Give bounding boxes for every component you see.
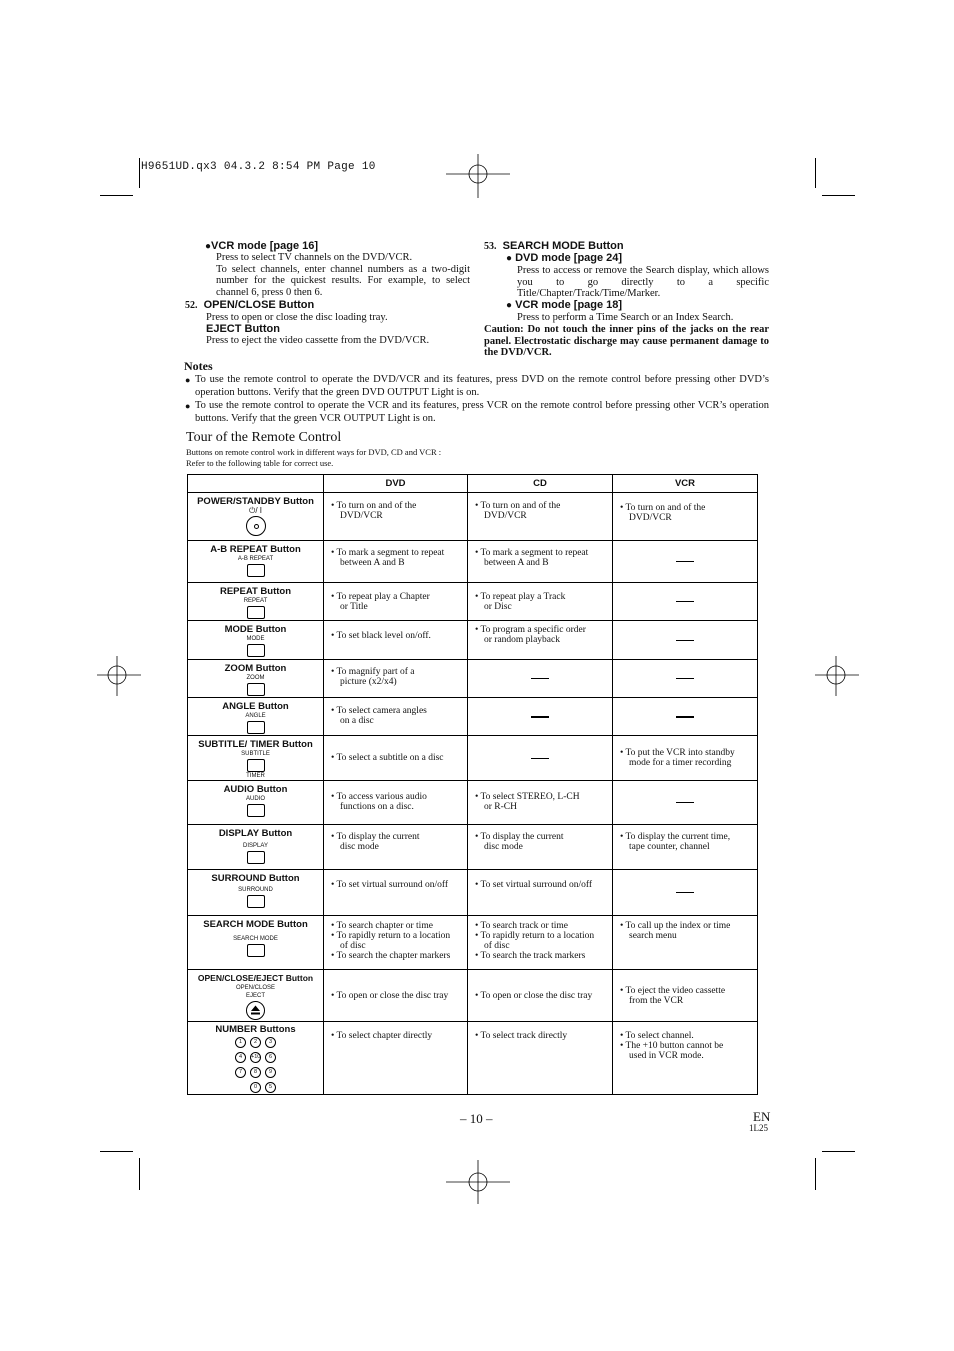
repeat-button-icon	[247, 606, 265, 619]
eject-heading: EJECT Button	[206, 323, 280, 335]
vcr-mode-heading: ●VCR mode [page 16]	[205, 240, 319, 252]
number-key-icon: 0	[250, 1082, 261, 1093]
number-key-icon: 8	[250, 1067, 261, 1078]
table-row: DISPLAY Button DISPLAY • To display the current disc mode • To display the current disc mode • To display the current time, tape counter, channel	[188, 825, 758, 870]
not-applicable-dash	[676, 601, 694, 602]
vcr-mode-18-text: Press to perform a Time Search or an Index Search.	[517, 312, 734, 323]
button-cell	[188, 493, 324, 541]
tour-title: Tour of the Remote Control	[186, 430, 342, 445]
surround-button-icon	[247, 895, 265, 908]
page-code: 1L25	[749, 1123, 768, 1133]
subtitle-timer-button-icon	[247, 759, 265, 772]
crop-mark	[139, 1158, 140, 1190]
number-key-icon: 5	[265, 1082, 276, 1093]
number-key-icon: 4	[235, 1052, 246, 1063]
table-row: A-B REPEAT Button A-B REPEAT • To mark a segment to repeat between A and B • To mark a segment to repeat between A and B	[188, 541, 758, 583]
mode-button-icon	[247, 644, 265, 657]
language-label: EN	[753, 1109, 771, 1124]
crop-mark	[100, 1151, 133, 1152]
table-row: AUDIO Button AUDIO • To access various audio functions on a disc. • To select STEREO, L-CH or R-CH	[188, 781, 758, 825]
number-key-icon: 7	[235, 1067, 246, 1078]
number-key-icon: 9	[265, 1067, 276, 1078]
number-key-icon: 6	[265, 1052, 276, 1063]
search-mode-button-icon	[247, 944, 265, 957]
not-applicable-dash	[676, 678, 694, 679]
number-keypad	[188, 1037, 323, 1093]
not-applicable-dash	[531, 716, 549, 718]
note-item: ● To use the remote control to operate the VCR and its features, press VCR on the remote control before pressing other VCR’s operation buttons. Verify that the green VCR OUTPUT Light is on.	[185, 400, 769, 424]
registration-mark-top	[446, 154, 510, 198]
not-applicable-dash	[676, 561, 694, 562]
number-key-icon: 2	[250, 1037, 261, 1048]
item-52-text: Press to open or close the disc loading tray.	[206, 312, 388, 323]
crop-mark	[822, 1151, 855, 1152]
registration-mark-bottom	[446, 1160, 510, 1204]
item-52-heading: 52. OPEN/CLOSE Button	[185, 299, 315, 311]
not-applicable-dash	[531, 678, 549, 679]
table-row: ANGLE Button ANGLE • To select camera angles on a disc	[188, 698, 758, 736]
left-column	[205, 240, 470, 298]
registration-mark-left	[97, 656, 141, 696]
crop-mark	[822, 195, 855, 196]
table-row: REPEAT Button REPEAT • To repeat play a Chapter or Title • To repeat play a Track or Disc	[188, 583, 758, 621]
header-button	[188, 475, 324, 493]
item-53-heading: 53. SEARCH MODE Button	[484, 240, 624, 252]
header-dvd: DVD	[324, 475, 468, 493]
vcr-mode-text: Press to select TV channels on the DVD/VCR. To select channels, enter channel numbers as a two-digit number for the quickest results. For example, to select channel 6, press 0 then 6.	[216, 252, 470, 298]
display-button-icon	[247, 851, 265, 864]
not-applicable-dash	[676, 802, 694, 803]
table-row: NUMBER Buttons 1 2 3 4 +10 6 7 8 9 0 5 • To select chapter directly • To select track directly • To select channel. • The +10 button cannot be used in VCR mode.	[188, 1022, 758, 1095]
ab-repeat-button-icon	[247, 564, 265, 577]
vcr-cell: • To turn on and of the DVD/VCR	[613, 493, 758, 541]
table-row	[188, 493, 758, 541]
audio-button-icon	[247, 804, 265, 817]
number-key-icon: +10	[250, 1052, 261, 1063]
note-item: ● To use the remote control to operate the DVD/VCR and its features, press DVD on the remote control before pressing other DVD’s operation buttons. Verify that the green DVD OUTPUT Light is on.	[185, 374, 769, 398]
not-applicable-dash	[676, 716, 694, 718]
table-header-row	[188, 475, 758, 493]
button-name: POWER/STANDBY Button	[197, 496, 314, 507]
crop-mark	[815, 1158, 816, 1190]
vcr-mode-18-heading: ● VCR mode [page 18]	[506, 299, 623, 311]
table-row: OPEN/CLOSE/EJECT Button OPEN/CLOSE EJECT • To open or close the disc tray • To open or close the disc tray • To eject the video cassette from the VCR	[188, 970, 758, 1022]
notes-list	[185, 374, 769, 425]
table-row: SUBTITLE/ TIMER Button SUBTITLE TIMER • To select a subtitle on a disc • To put the VCR into standby mode for a timer recording	[188, 736, 758, 781]
page-number: – 10 –	[460, 1111, 493, 1126]
angle-button-icon	[247, 721, 265, 734]
table-row: ZOOM Button ZOOM • To magnify part of a picture (x2/x4)	[188, 660, 758, 698]
not-applicable-dash	[531, 758, 549, 759]
crop-mark	[139, 158, 140, 188]
registration-mark-right	[815, 656, 859, 696]
number-key-icon: 1	[235, 1037, 246, 1048]
table-row: MODE Button MODE • To set black level on/off. • To program a specific order or random playback	[188, 621, 758, 660]
tour-intro: Buttons on remote control work in different ways for DVD, CD and VCR : Refer to the following table for correct use.	[186, 447, 442, 468]
print-header: H9651UD.qx3 04.3.2 8:54 PM Page 10	[141, 161, 376, 173]
notes-title: Notes	[184, 359, 213, 373]
crop-mark	[100, 195, 133, 196]
dvd-cell: • To turn on and of the DVD/VCR	[324, 493, 468, 541]
table-row: SEARCH MODE Button SEARCH MODE • To search chapter or time • To rapidly return to a location of disc • To search the chapter markers • To search track or time • To rapidly return to a location of disc • To search the track markers • To call up the index or time search menu	[188, 916, 758, 970]
header-cd: CD	[468, 475, 613, 493]
eject-text: Press to eject the video cassette from the DVD/VCR.	[206, 335, 430, 346]
header-vcr: VCR	[613, 475, 758, 493]
zoom-button-icon	[247, 683, 265, 696]
power-icon-label: ⏻/ I	[249, 506, 262, 515]
table-row: SURROUND Button SURROUND • To set virtual surround on/off • To set virtual surround on/off	[188, 870, 758, 916]
dvd-mode-heading: ● DVD mode [page 24]	[506, 252, 623, 264]
number-key-icon: 3	[265, 1037, 276, 1048]
eject-icon	[246, 1001, 265, 1020]
cd-cell: • To turn on and of the DVD/VCR	[468, 493, 613, 541]
remote-control-table	[187, 474, 758, 1095]
power-button-icon	[246, 516, 266, 536]
crop-mark	[815, 158, 816, 188]
not-applicable-dash	[676, 892, 694, 893]
dvd-mode-text: Press to access or remove the Search display, which allows you to go directly to a specific Title/Chapter/Track/Time/Marker.	[517, 265, 769, 299]
not-applicable-dash	[676, 640, 694, 641]
caution-text: Caution: Do not touch the inner pins of the jacks on the rear panel. Electrostatic discharge may cause permanent damage to the DVD/VCR.	[484, 324, 769, 358]
